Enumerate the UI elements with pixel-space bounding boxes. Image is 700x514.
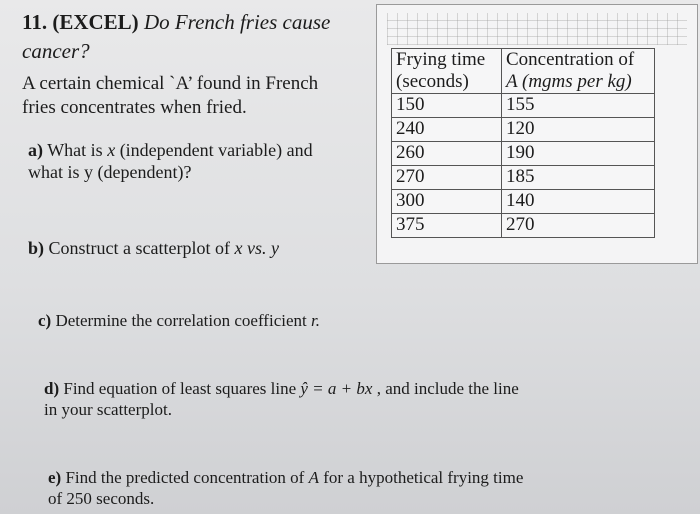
header-frying-time <box>392 49 502 94</box>
question-a-text2: (independent variable) and <box>115 140 313 160</box>
cell-conc: 120 <box>502 118 655 142</box>
header-frying-time-line2: (seconds) <box>396 71 469 92</box>
cell-time: 300 <box>392 190 502 214</box>
question-a-text1: What is <box>47 140 108 160</box>
cell-conc: 155 <box>502 94 655 118</box>
question-e-text1: Find the predicted concentration of <box>65 468 309 487</box>
question-d-label: d) <box>44 379 60 398</box>
cell-time: 375 <box>392 214 502 238</box>
cell-conc: 190 <box>502 142 655 166</box>
cell-conc: 140 <box>502 190 655 214</box>
question-e-line2: of 250 seconds. <box>48 489 155 508</box>
header-concentration-line2: A (mgms per kg) <box>506 71 632 92</box>
question-e-label: e) <box>48 468 62 487</box>
question-d-line2: in your scatterplot. <box>44 400 172 419</box>
question-e-text2: for a hypothetical frying time <box>318 468 524 487</box>
question-a-line2: what is y (dependent)? <box>28 162 192 182</box>
cell-time: 270 <box>392 166 502 190</box>
intro-line-1: A certain chemical `A’ found in French <box>22 73 319 94</box>
table-row <box>392 142 655 166</box>
question-b-math: x vs. y <box>234 238 279 258</box>
cell-conc: 185 <box>502 166 655 190</box>
question-a-label: a) <box>28 140 43 160</box>
question-d <box>44 378 644 420</box>
problem-question: Do French fries cause cancer? <box>22 10 331 63</box>
table-row <box>392 166 655 190</box>
data-table <box>391 48 655 238</box>
header-concentration <box>502 49 655 94</box>
table-header-row <box>392 49 655 94</box>
question-c-text: Determine the correlation coefficient <box>55 311 311 330</box>
header-frying-time-line1: Frying time <box>396 49 486 70</box>
table-row <box>392 190 655 214</box>
table-row <box>392 214 655 238</box>
question-a <box>28 139 368 183</box>
question-c <box>38 310 438 331</box>
problem-number: 11. (EXCEL) <box>22 10 139 34</box>
question-e <box>48 467 648 509</box>
question-d-text2: , and include the line <box>372 379 519 398</box>
question-a-var-x: x <box>107 140 116 160</box>
cell-conc: 270 <box>502 214 655 238</box>
problem-title <box>22 8 352 66</box>
question-b <box>28 238 368 259</box>
question-b-text: Construct a scatterplot of <box>48 238 235 258</box>
cell-time: 240 <box>392 118 502 142</box>
cell-time: 150 <box>392 94 502 118</box>
header-concentration-line1: Concentration of <box>506 49 635 70</box>
table-row <box>392 94 655 118</box>
question-c-label: c) <box>38 311 52 330</box>
intro-line-2: fries concentrates when fried. <box>22 97 247 118</box>
question-d-text1: Find equation of least squares line <box>63 379 301 398</box>
intro-paragraph <box>22 72 362 120</box>
table-row <box>392 118 655 142</box>
question-c-math: r. <box>310 311 320 330</box>
question-e-var: A <box>308 468 319 487</box>
cell-time: 260 <box>392 142 502 166</box>
question-b-label: b) <box>28 238 45 258</box>
data-table-panel <box>376 4 698 264</box>
table-grid-decoration <box>387 13 687 45</box>
question-d-math: ŷ = a + bx <box>300 379 373 398</box>
